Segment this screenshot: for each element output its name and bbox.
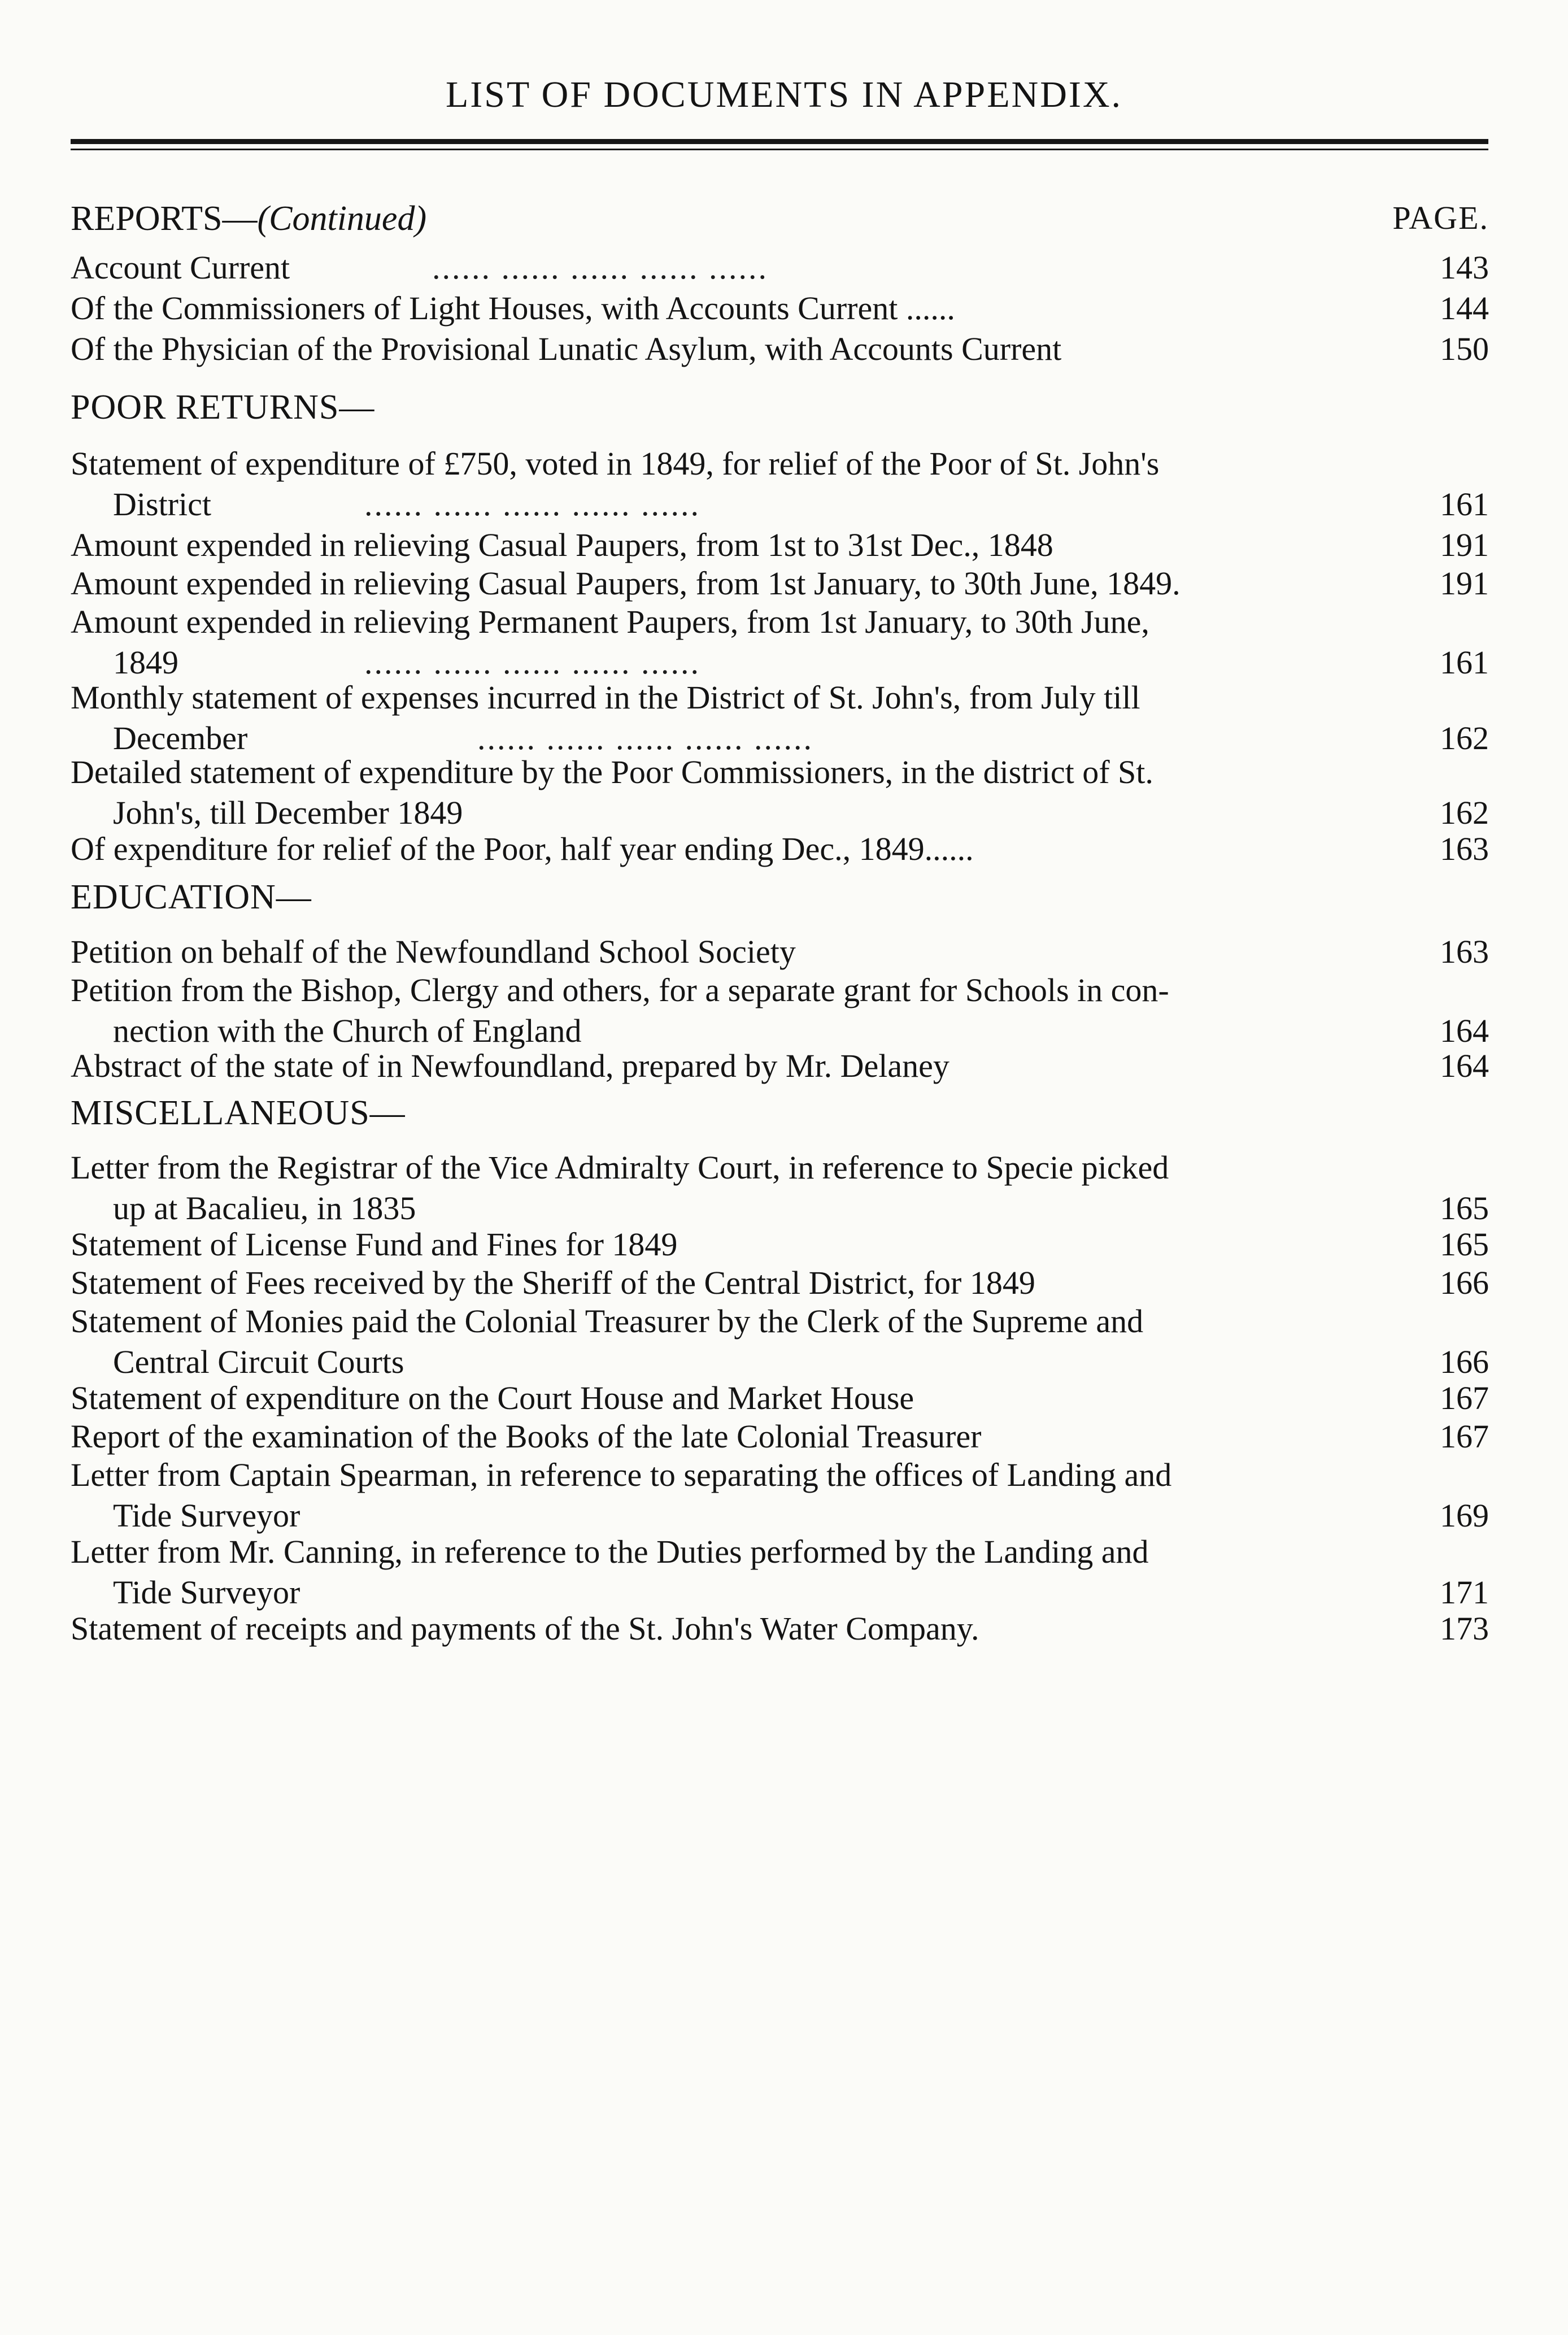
page-number: 161 xyxy=(1440,644,1489,681)
page-number: 162 xyxy=(1440,794,1489,831)
toc-entry xyxy=(71,829,1489,869)
page-number: 166 xyxy=(1440,1264,1489,1301)
page-number: 163 xyxy=(1440,933,1489,970)
entry-text-continued: Tide Surveyor xyxy=(113,1497,300,1534)
entry-text-continued: Tide Surveyor xyxy=(113,1574,300,1611)
entry-text-continued: District xyxy=(113,486,211,523)
dot-leader: ...... ...... ...... ...... ...... xyxy=(364,486,700,523)
toc-entry xyxy=(71,1046,1489,1086)
reports-heading xyxy=(71,199,426,239)
toc-entry xyxy=(71,970,1489,1051)
entry-text-continued: 1849 xyxy=(113,644,178,681)
page-number: 191 xyxy=(1440,527,1489,563)
dot-leader: ...... ...... ...... ...... ...... xyxy=(477,720,813,756)
entry-text: Detailed statement of expenditure by the Poor Commissioners, in the district of St. xyxy=(71,754,1153,790)
section-heading-poor-returns: POOR RETURNS— xyxy=(71,388,375,427)
toc-entry xyxy=(71,602,1489,683)
entry-text: Amount expended in relieving Permanent Paupers, from 1st January, to 30th June, xyxy=(71,603,1149,640)
page-number: 166 xyxy=(1440,1343,1489,1380)
entry-text: Statement of expenditure on the Court House and Market House xyxy=(71,1380,914,1416)
section-heading-miscellaneous: MISCELLANEOUS— xyxy=(71,1094,406,1132)
entry-text: Statement of Fees received by the Sheriff of the Central District, for 1849 xyxy=(71,1264,1035,1301)
entry-text: Amount expended in relieving Casual Paupers, from 1st to 31st Dec., 1848 xyxy=(71,527,1053,563)
page-number: 167 xyxy=(1440,1418,1489,1455)
title-rule-thin xyxy=(71,149,1488,150)
page-number: 167 xyxy=(1440,1380,1489,1416)
toc-entry xyxy=(71,1455,1489,1536)
entry-text: Petition from the Bishop, Clergy and others, for a separate grant for Schools in con- xyxy=(71,972,1169,1008)
entry-text: Letter from Mr. Canning, in reference to the Duties performed by the Landing and xyxy=(71,1533,1149,1570)
page-number: 164 xyxy=(1440,1047,1489,1084)
page-number: 171 xyxy=(1440,1574,1489,1611)
toc-entry xyxy=(71,677,1489,759)
entry-text: Of the Physician of the Provisional Lunatic Asylum, with Accounts Current xyxy=(71,331,1062,367)
entry-text: Amount expended in relieving Casual Paupers, from 1st January, to 30th June, 1849. xyxy=(71,565,1181,602)
page-number: 144 xyxy=(1440,290,1489,327)
page-number: 164 xyxy=(1440,1012,1489,1049)
toc-entry xyxy=(71,1532,1489,1613)
entry-text-continued: December xyxy=(113,720,248,756)
toc-entry xyxy=(71,1263,1489,1303)
entry-text: Letter from the Registrar of the Vice Admiralty Court, in reference to Specie picked xyxy=(71,1149,1169,1186)
toc-entry xyxy=(71,1224,1489,1265)
dot-leader: ...... ...... ...... ...... ...... xyxy=(364,644,700,681)
page-number: 165 xyxy=(1440,1190,1489,1227)
toc-entry xyxy=(71,1608,1489,1649)
entry-text: Of expenditure for relief of the Poor, half year ending Dec., 1849...... xyxy=(71,830,974,867)
page-number: 161 xyxy=(1440,486,1489,523)
page-number: 162 xyxy=(1440,720,1489,756)
entry-text: Account Current xyxy=(71,249,290,286)
page-number: 165 xyxy=(1440,1226,1489,1263)
entry-text: Of the Commissioners of Light Houses, with Accounts Current ...... xyxy=(71,290,955,327)
entry-text: Statement of License Fund and Fines for 1849 xyxy=(71,1226,678,1263)
toc-entry xyxy=(71,1416,1489,1457)
entry-text: Abstract of the state of in Newfoundland, prepared by Mr. Delaney xyxy=(71,1047,949,1084)
reports-heading-label: REPORTS— xyxy=(71,199,258,238)
entry-text: Petition on behalf of the Newfoundland School Society xyxy=(71,933,796,970)
entry-text: Statement of expenditure of £750, voted in 1849, for relief of the Poor of St. John's xyxy=(71,445,1160,482)
toc-entry xyxy=(71,288,1489,329)
page-number: 143 xyxy=(1440,249,1489,286)
page-number: 169 xyxy=(1440,1497,1489,1534)
title-rule-thick xyxy=(71,139,1488,144)
toc-entry xyxy=(71,443,1489,525)
toc-entry xyxy=(71,752,1489,833)
entry-text: Statement of Monies paid the Colonial Treasurer by the Clerk of the Supreme and xyxy=(71,1303,1144,1340)
toc-entry xyxy=(71,563,1489,604)
toc-entry xyxy=(71,525,1489,566)
page-title: LIST OF DOCUMENTS IN APPENDIX. xyxy=(445,74,1123,115)
toc-entry xyxy=(71,932,1489,972)
entry-text-continued: up at Bacalieu, in 1835 xyxy=(113,1190,416,1227)
toc-entry xyxy=(71,1378,1489,1419)
page-number: 173 xyxy=(1440,1610,1489,1647)
entry-text-continued: John's, till December 1849 xyxy=(113,794,463,831)
page-number: 150 xyxy=(1440,331,1489,367)
page-number: 163 xyxy=(1440,830,1489,867)
section-heading-education: EDUCATION— xyxy=(71,878,312,916)
dot-leader: ...... ...... ...... ...... ...... xyxy=(432,249,768,286)
toc-entry xyxy=(71,247,1489,288)
entry-text: Report of the examination of the Books of the late Colonial Treasurer xyxy=(71,1418,982,1455)
toc-entry xyxy=(71,1301,1489,1382)
page-column-label: PAGE. xyxy=(1392,199,1489,236)
entry-text-continued: Central Circuit Courts xyxy=(113,1343,404,1380)
entry-text-continued: nection with the Church of England xyxy=(113,1012,582,1049)
toc-entry xyxy=(71,1147,1489,1229)
continued-label: (Continued) xyxy=(257,199,427,238)
entry-text: Monthly statement of expenses incurred in the District of St. John's, from July till xyxy=(71,679,1140,716)
toc-entry xyxy=(71,329,1489,369)
page-number: 191 xyxy=(1440,565,1489,602)
entry-text: Letter from Captain Spearman, in reference to separating the offices of Landing and xyxy=(71,1456,1172,1493)
entry-text: Statement of receipts and payments of the St. John's Water Company. xyxy=(71,1610,979,1647)
